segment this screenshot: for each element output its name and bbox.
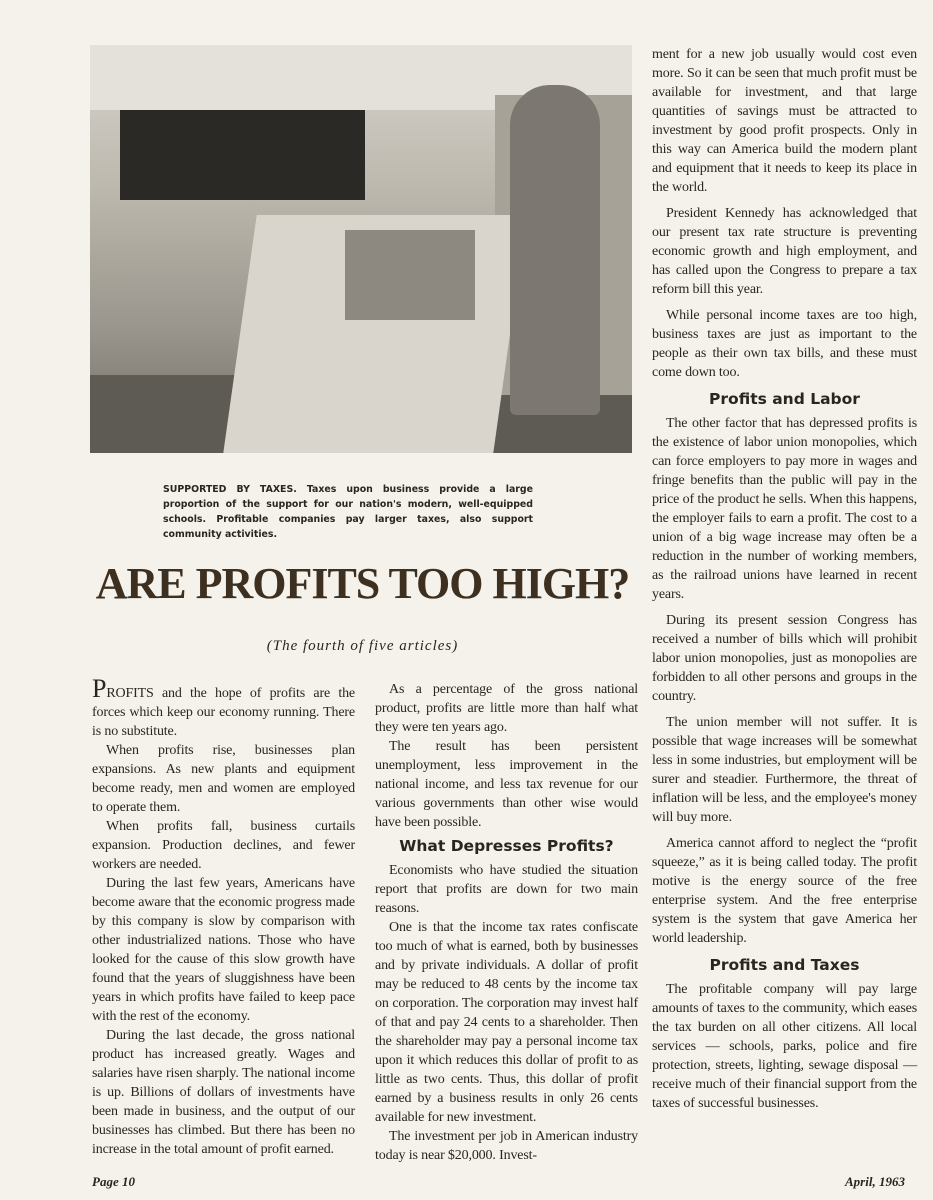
paragraph: Economists who have studied the situation report that profits are down for two main reasons.: [375, 863, 638, 916]
paragraph: ment for a new job usually would cost even more. So it can be seen that much profit must be available for investment, and that large quantities of savings must be attracted to investment by good profit prospects. Only in this way can America build the modern plant and equipment that it needs to keep its place in the world.: [652, 47, 917, 195]
page-number: Page 10: [92, 1174, 135, 1189]
paragraph: The union member will not suffer. It is possible that wage increases will be somewhat less in some industries, but employment will be surer and steadier. Furthermore, the threat of inflation will be less, and the employee's money will buy more.: [652, 715, 917, 825]
paragraph: When profits fall, business curtails expansion. Production declines, and fewer workers are needed.: [92, 819, 355, 872]
classroom-photo: [90, 45, 632, 453]
paragraph: During the last decade, the gross national product has increased greatly. Wages and salaries have risen sharply. The national income is up. Billions of dollars of investments have been made in business, and the output of our businesses has climbed. But there has been no increase in the total amount of profit earned.: [92, 1028, 355, 1157]
paragraph: [92, 674, 355, 741]
paragraph: During its present session Congress has received a number of bills which will prohibit labor union monopolies, just as monopolies are forbidden to all other persons and groups in the country.: [652, 613, 917, 704]
section-heading: What Depresses Profits?: [399, 837, 614, 855]
paragraph: America cannot afford to neglect the “profit squeeze,” as it is being called today. The profit motive is the energy source of the free enterprise system. And the free enterprise system is the system that gave America her world leadership.: [652, 836, 917, 946]
section-heading: Profits and Labor: [709, 390, 860, 408]
paragraph: One is that the income tax rates confiscate too much of what is earned, both by businesses and by private individuals. A dollar of profit may be reduced to 48 cents by the income tax on corporation. The corporation may invest half of that and pay 24 cents to a shareholder. Then the shareholder may pay a personal income tax upon it which reduces this dollar of profit to as little as two cents. Thus, this dollar of profit earned by a business results in only 26 cents available for new investment.: [375, 920, 638, 1125]
paragraph: The profitable company will pay large amounts of taxes to the community, which eases the tax burden on all other citizens. All local services — schools, parks, police and fire protection, streets, lighting, sewage disposal — receive much of their financial support from the taxes of successful businesses.: [652, 982, 917, 1111]
article-title: ARE PROFITS TOO HIGH?: [95, 559, 630, 608]
caption-text: Taxes upon business provide a large proportion of the support for our nation's modern, well-equipped schools. Profitable companies pay larger taxes, also support community activities.: [163, 484, 533, 540]
article-subtitle: (The fourth of five articles): [266, 638, 459, 654]
column-1: [92, 674, 355, 1159]
section-heading: Profits and Taxes: [709, 956, 860, 974]
column-2: [375, 680, 638, 1165]
paragraph: The investment per job in American industry today is near $20,000. Invest-: [375, 1129, 638, 1163]
paragraph: The result has been persistent unemployment, less improvement in the national income, and less tax revenue for our various governments than other wise would have been possible.: [375, 739, 638, 830]
caption-lead: SUPPORTED BY TAXES.: [163, 484, 297, 495]
issue-date: April, 1963: [845, 1174, 905, 1189]
paragraph: As a percentage of the gross national product, profits are little more than half what they were ten years ago.: [375, 682, 638, 735]
drop-cap: P: [92, 674, 107, 703]
paragraph-text: ROFITS and the hope of profits are the forces which keep our economy running. There is no substitute.: [92, 686, 355, 739]
paragraph: The other factor that has depressed profits is the existence of labor union monopolies, which can force employers to pay more in wages and fringe benefits than the public will pay in the price of the product he sells. When this happens, the employer fails to earn a profit. The cost to a union of a big wage increase may often be a reduction in the number of working members, as the railroad unions have learned in recent years.: [652, 416, 917, 602]
column-3: [652, 45, 917, 1120]
paragraph: When profits rise, businesses plan expansions. As new plants and equipment become ready, men and women are employed to operate them.: [92, 743, 355, 815]
photo-caption: [163, 482, 533, 542]
paragraph: During the last few years, Americans have become aware that the economic progress made by this company is slow by comparison with other industrialized nations. Those who have looked for the cause of this slow growth have found that the years of sluggishness have been years in which profits have failed to keep pace with the rest of the economy.: [92, 876, 355, 1024]
paragraph: While personal income taxes are too high, business taxes are just as important to the people as their own tax bills, and these must come down too.: [652, 308, 917, 380]
paragraph: President Kennedy has acknowledged that our present tax rate structure is preventing economic growth and high employment, and has called upon the Congress to prepare a tax reform bill this year.: [652, 206, 917, 297]
